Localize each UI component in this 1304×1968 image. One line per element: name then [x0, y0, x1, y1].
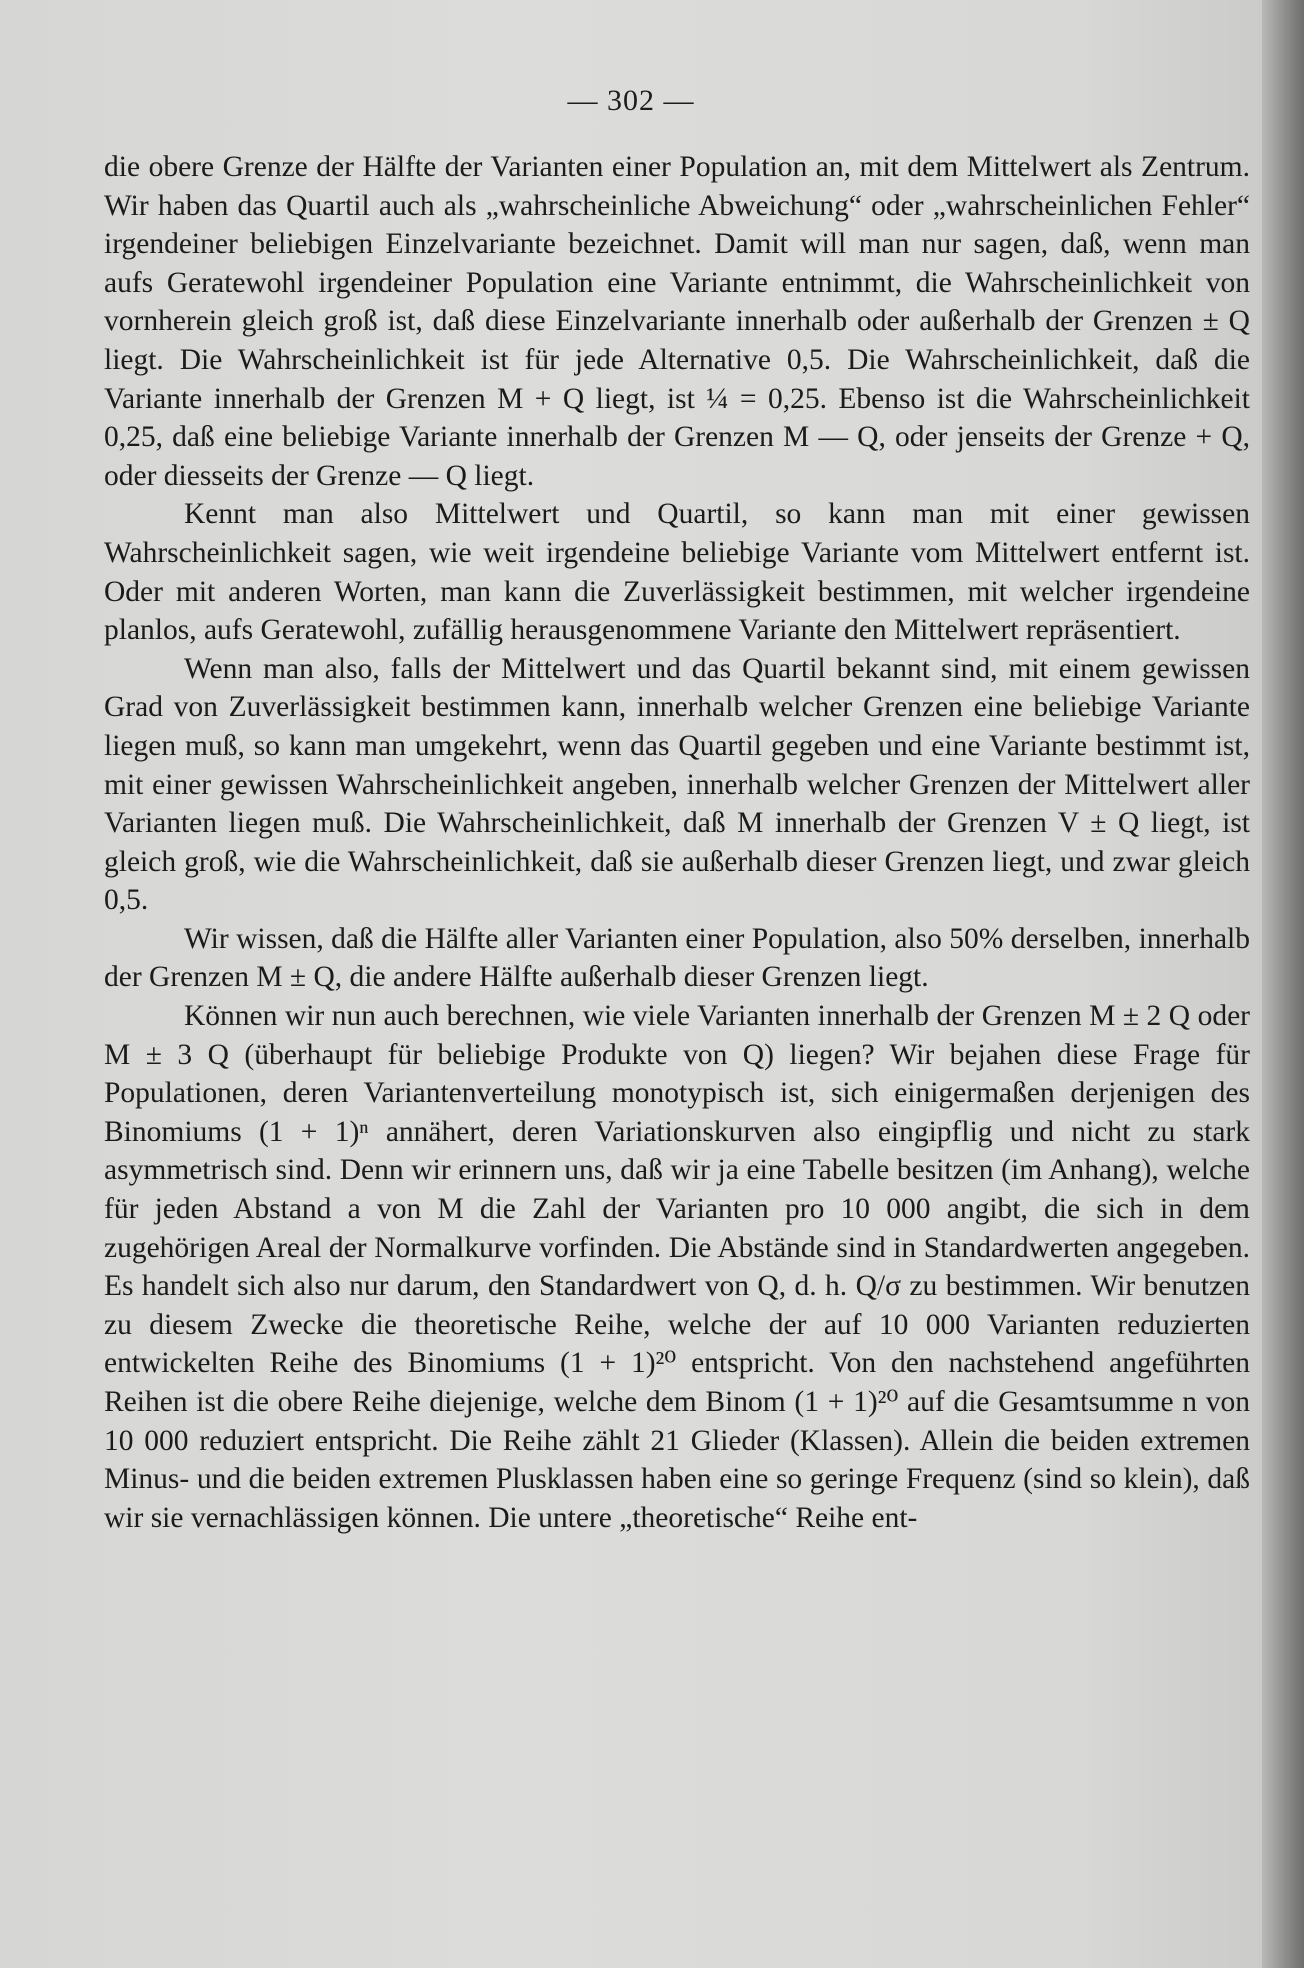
body-text: [104, 148, 1250, 1537]
page-number: — 302 —: [567, 84, 695, 117]
paragraph-1: die obere Grenze der Hälfte der Varianten einer Population an, mit dem Mittelwert als Zentrum. Wir haben das Quartil auch als „wahrscheinliche Abweichung“ oder „wahrscheinlichen Fehler“ irgendeiner beliebigen Einzelvariante bezeichnet. Damit will man nur sagen, daß, wenn man aufs Geratewohl irgendeiner Population eine Variante entnimmt, die Wahrscheinlichkeit von vornherein gleich groß ist, daß diese Einzelvariante innerhalb oder außerhalb der Grenzen ± Q liegt. Die Wahrscheinlichkeit ist für jede Alternative 0,5. Die Wahrscheinlichkeit, daß die Variante innerhalb der Grenzen M + Q liegt, ist ¼ = 0,25. Ebenso ist die Wahrscheinlichkeit 0,25, daß eine beliebige Variante innerhalb der Grenzen M — Q, oder jenseits der Grenze + Q, oder diesseits der Grenze — Q liegt.: [104, 151, 1250, 492]
book-spine-shadow: [1262, 0, 1304, 1968]
paragraph-2: Kennt man also Mittelwert und Quartil, so kann man mit einer gewissen Wahrscheinlichkeit sagen, wie weit irgendeine beliebige Variante vom Mittelwert entfernt ist. Oder mit anderen Worten, man kann die Zuverlässigkeit bestimmen, mit welcher irgendeine planlos, aufs Geratewohl, zufällig herausgenommene Variante den Mittelwert repräsentiert.: [104, 498, 1250, 647]
paragraph-5: Können wir nun auch berechnen, wie viele Varianten innerhalb der Grenzen M ± 2 Q oder M ± 3 Q (überhaupt für beliebige Produkte von Q) liegen? Wir bejahen diese Frage für Populationen, deren Variantenverteilung monotypisch ist, sich einigermaßen derjenigen des Binomiums (1 + 1)ⁿ annähert, deren Variationskurven also eingipflig und nicht zu stark asymmetrisch sind. Denn wir erinnern uns, daß wir ja eine Tabelle besitzen (im Anhang), welche für jeden Abstand a von M die Zahl der Varianten pro 10 000 angibt, die sich in dem zugehörigen Areal der Normalkurve vorfinden. Die Abstände sind in Standardwerten angegeben. Es handelt sich also nur darum, den Standardwert von Q, d. h. Q/σ zu bestimmen. Wir benutzen zu diesem Zwecke die theoretische Reihe, welche der auf 10 000 Varianten reduzierten entwickelten Reihe des Binomiums (1 + 1)²⁰ entspricht. Von den nachstehend angeführten Reihen ist die obere Reihe diejenige, welche dem Binom (1 + 1)²⁰ auf die Gesamtsumme n von 10 000 reduziert entspricht. Die Reihe zählt 21 Glieder (Klassen). Allein die beiden extremen Minus- und die beiden extremen Plusklassen haben eine so geringe Frequenz (sind so klein), daß wir sie vernachlässigen können. Die untere „theoretische“ Reihe ent-: [104, 1000, 1250, 1534]
paragraph-4: Wir wissen, daß die Hälfte aller Varianten einer Population, also 50% derselben, innerhalb der Grenzen M ± Q, die andere Hälfte außerhalb dieser Grenzen liegt.: [104, 922, 1250, 994]
paragraph-3: Wenn man also, falls der Mittelwert und das Quartil bekannt sind, mit einem gewissen Grad von Zuverlässigkeit bestimmen kann, innerhalb welcher Grenzen eine beliebige Variante liegen muß, so kann man umgekehrt, wenn das Quartil gegeben und eine Variante bestimmt ist, mit einer gewissen Wahrscheinlichkeit angeben, innerhalb welcher Grenzen der Mittelwert aller Varianten liegen muß. Die Wahrscheinlichkeit, daß M innerhalb der Grenzen V ± Q liegt, ist gleich groß, wie die Wahrscheinlichkeit, daß sie außerhalb dieser Grenzen liegt, und zwar gleich 0,5.: [104, 652, 1250, 917]
